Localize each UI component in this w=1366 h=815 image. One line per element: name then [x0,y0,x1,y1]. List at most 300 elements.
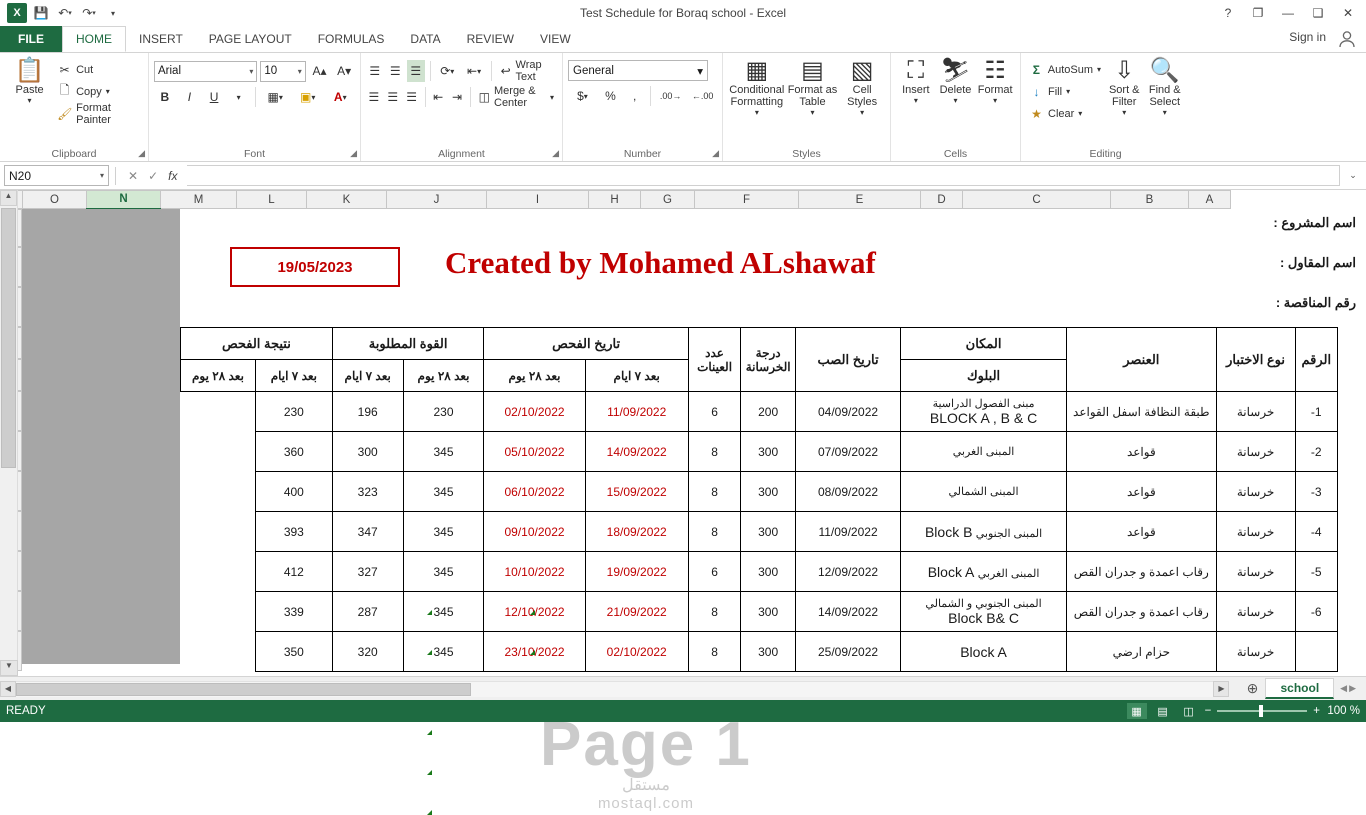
table-row[interactable] [181,632,1338,672]
insert-cells-button[interactable]: ⛶ Insert ▾ [902,57,930,105]
sheet-bar[interactable] [0,676,1366,700]
ribbon [0,52,1366,162]
ribbon-tab-bar[interactable] [0,26,1366,52]
align-center-button[interactable]: ☰ [387,90,399,104]
currency-icon: $ [577,89,584,103]
cell-number[interactable]: 3- [1295,472,1337,512]
scroll-up-button[interactable]: ▲ [0,190,17,206]
tab-data[interactable]: DATA [410,32,441,46]
delete-icon: ⛷ [940,57,971,84]
tab-home[interactable]: HOME [62,26,126,52]
sheet-nav-buttons[interactable] [1334,683,1362,694]
view-controls[interactable] [1127,703,1360,719]
group-label-styles: Styles [792,148,821,160]
undo-icon[interactable]: ↶ ▾ [58,6,72,20]
cell-grade[interactable]: 300 [741,512,796,552]
cell-number[interactable]: 4- [1295,512,1337,552]
comment-indicator [427,650,432,655]
cell-test-type[interactable]: خرسانة [1216,552,1295,592]
cell-result-28[interactable]: 350 [255,632,332,672]
increase-decimal-button[interactable]: .00→ [659,91,682,101]
align-left-button[interactable]: ☰ [368,90,380,104]
ribbon-group-editing [1020,53,1190,161]
table-row[interactable] [181,432,1338,472]
column-header-G[interactable]: G [641,191,695,209]
cell-grade[interactable]: 300 [741,472,796,512]
cell-test-date-7[interactable]: 18/09/2022 [585,512,688,552]
cell-location[interactable] [901,392,1067,432]
cell-required-28[interactable]: 345 [403,472,484,512]
cell-result-7[interactable]: 196 [332,392,403,432]
help-icon[interactable]: ? [1224,6,1232,20]
formula-bar [0,162,1366,190]
sort-filter-button[interactable]: ⇩ Sort & Filter ▾ [1108,57,1140,117]
cell-location-ar: المبنى الغربي [977,567,1040,580]
cell-location[interactable]: المبنى الغربي [901,432,1067,472]
label-contractor-name: اسم المقاول : [1279,255,1356,270]
paste-icon: 📋 [14,57,45,84]
orientation-button[interactable]: ⟳ ▾ [440,64,455,78]
cell-test-date-7[interactable]: 15/09/2022 [585,472,688,512]
account-icon[interactable] [1336,28,1358,50]
cell-location-en: Block B [924,523,973,540]
comment-indicator [530,610,535,615]
cell-pour-date[interactable]: 25/09/2022 [795,632,900,672]
cell-samples[interactable]: 6 [688,552,741,592]
cell-pour-date[interactable]: 12/09/2022 [795,552,900,592]
sort-filter-icon: ⇩ [1114,57,1135,84]
cell-samples[interactable]: 8 [688,592,741,632]
th-location: المكان [901,328,1067,360]
scroll-right-button[interactable]: ▶ [1213,681,1229,697]
cell-test-date-28[interactable]: 10/10/2022 [484,552,585,592]
cell-element[interactable]: رقاب اعمدة و جدران القص [1066,592,1216,632]
sheet-tab-list[interactable] [1265,678,1366,699]
zoom-out-button[interactable]: − [1204,705,1212,717]
comment-indicator [530,650,535,655]
test-results-table[interactable] [180,327,1338,672]
enter-formula-icon[interactable]: ✓ [148,168,159,183]
cancel-formula-icon[interactable]: ✕ [128,168,139,183]
zoom-level[interactable]: 100 % [1327,705,1360,717]
cell-styles-button[interactable]: ▧ Cell Styles ▾ [847,57,878,117]
formula-bar-buttons[interactable] [122,169,183,183]
th-test-date: تاريخ الفحص [484,328,688,360]
label-project-name: اسم المشروع : [1273,215,1356,230]
format-cells-button[interactable]: ☷ Format ▾ [977,57,1013,105]
cell-location-en: Block B& C [948,610,1019,626]
sheet-tab-school[interactable]: school [1265,678,1334,699]
customize-qat-icon[interactable]: ▾ [110,8,115,18]
cell-element[interactable]: قواعد [1066,472,1216,512]
copy-button[interactable]: 🗋 Copy ▾ [54,81,143,102]
comment-indicator [427,770,432,775]
cell-test-date-7[interactable]: 19/09/2022 [585,552,688,592]
tab-review[interactable]: REVIEW [466,32,514,46]
th-result-7: بعد ٧ ايام [255,360,332,392]
comment-indicator [427,730,432,735]
cell-location-ar: المبنى الجنوبي [975,527,1043,540]
column-header-I[interactable]: I [487,191,589,209]
sheet-row-1 [180,209,1360,247]
cell-test-date-7[interactable]: 02/10/2022 [585,632,688,672]
cell-result-7[interactable]: 323 [332,472,403,512]
number-format-combo[interactable]: General ▾ [568,60,708,81]
column-header-F[interactable]: F [695,191,799,209]
zoom-slider-thumb[interactable] [1259,705,1263,717]
page-layout-icon[interactable]: ▤ [1157,705,1168,718]
cell-result-7[interactable]: 300 [332,432,403,472]
align-right-button[interactable]: ☰ [406,90,417,104]
paste-button[interactable]: 📋 Paste ▾ [14,57,45,105]
orientation-icon: ⟳ [440,64,451,78]
ribbon-group-styles [722,53,890,161]
comma-format-button[interactable]: , [633,89,637,103]
cell-result-28[interactable]: 400 [255,472,332,512]
font-name-combo[interactable]: Arial ▾ [154,61,257,82]
scissors-icon: ✂ [59,62,70,77]
h-scroll-thumb[interactable] [16,683,471,696]
wrap-text-icon: ↩ [500,64,511,78]
column-header-N[interactable]: N [87,191,161,209]
cell-element[interactable]: قواعد [1066,432,1216,472]
cell-samples[interactable]: 8 [688,512,741,552]
conditional-formatting-button[interactable]: ▦ Conditional Formatting ▾ [729,57,785,117]
cell-required-28[interactable]: 230 [403,392,484,432]
first-sheet-icon[interactable]: ◀ [1340,683,1348,693]
label-tender-number: رقم المناقصة : [1275,295,1356,310]
cell-required-28[interactable]: 345 [403,552,484,592]
maximize-button[interactable]: ❑ [1312,6,1324,20]
cell-test-date-28[interactable]: 09/10/2022 [484,512,585,552]
cell-required-28[interactable]: 345 [403,632,484,672]
column-header-H[interactable]: H [589,191,641,209]
th-required-7: بعد ٧ ايام [332,360,403,392]
format-as-table-button[interactable]: ▤ Format as Table ▾ [787,57,838,117]
column-header-D[interactable]: D [921,191,963,209]
cell-test-date-28[interactable]: 23/10/2022 [484,632,585,672]
watermark [540,710,752,812]
status-mode: READY [6,705,46,717]
indent-right-button[interactable]: ⇥ [451,90,463,104]
sheet-content[interactable] [180,209,1360,672]
cell-location[interactable] [901,552,1067,592]
group-label-alignment: Alignment [438,148,485,160]
column-header-E[interactable]: E [799,191,921,209]
group-label-font: Font [243,148,265,160]
cell-number[interactable]: 1- [1295,392,1337,432]
clear-button[interactable]: ★ Clear ▾ [1026,103,1104,124]
ribbon-group-number [562,53,722,161]
created-by-banner: Created by Mohamed ALshawaf [445,245,876,280]
group-label-clipboard: Clipboard [51,148,97,160]
fill-color-icon: ▣ [300,90,312,104]
merge-cells-icon: ◫ [478,90,490,104]
column-header-M[interactable]: M [161,191,237,209]
decrease-decimal-button[interactable]: ←.00 [691,91,714,101]
watermark-site: mostaql.com [597,795,694,812]
cell-number[interactable] [1295,632,1337,672]
cell-location-ar: مبنى الفصول الدراسية [932,398,1035,410]
column-header-J[interactable]: J [387,191,487,209]
underline-dropdown-icon[interactable]: ▾ [236,92,241,102]
cell-test-date-7[interactable]: 14/09/2022 [585,432,688,472]
group-label-editing: Editing [1089,148,1122,160]
cell-test-date-7[interactable]: 11/09/2022 [585,392,688,432]
cell-test-date-7[interactable]: 21/09/2022 [585,592,688,632]
table-row[interactable] [181,592,1338,632]
cell-location-en: Block A [927,563,975,580]
cell-test-date-28[interactable]: 12/10/2022 [484,592,585,632]
alignment-dialog-launcher[interactable]: ◢ [552,148,559,158]
group-label-number: Number [623,148,662,160]
increase-font-size-button[interactable]: A▴ [312,64,327,78]
cell-grade[interactable]: 200 [741,392,796,432]
watermark-arabic: مستقل [622,777,670,794]
sheet-row-3 [180,287,1360,327]
ribbon-group-clipboard [0,53,148,161]
wrap-text-button[interactable]: ↩ Wrap Text [500,59,542,83]
table-row[interactable] [181,392,1338,432]
report-date-cell[interactable]: 19/05/2023 [230,247,400,287]
indent-left-button[interactable]: ⇤ [433,90,444,104]
cell-test-type[interactable]: خرسانة [1216,512,1295,552]
cell-grade[interactable]: 300 [741,432,796,472]
tab-page-layout[interactable]: PAGE LAYOUT [208,32,292,46]
column-header-A[interactable]: A [1189,191,1231,209]
table-row[interactable] [181,472,1338,512]
vertical-scroll-thumb[interactable] [1,208,16,468]
cell-grade[interactable]: 300 [741,592,796,632]
th-test-type: نوع الاختبار [1216,328,1295,392]
cell-pour-date[interactable]: 07/09/2022 [795,432,900,472]
align-bottom-button[interactable]: ☰ [407,60,425,82]
align-top-button[interactable]: ☰ [369,64,381,78]
font-size-combo[interactable]: 10 ▾ [260,61,305,82]
tab-view[interactable]: VIEW [539,32,571,46]
cell-test-type[interactable]: خرسانة [1216,632,1295,672]
formula-input[interactable] [187,165,1340,186]
underline-button[interactable]: U [209,90,219,104]
vertical-scrollbar[interactable] [0,190,18,676]
cell-grade[interactable]: 300 [741,552,796,592]
find-select-button[interactable]: 🔍 Find & Select ▾ [1148,57,1181,117]
cell-element[interactable]: طبقة النظافة اسفل القواعد [1066,392,1216,432]
copy-icon: 🗋 [59,83,70,97]
cell-test-type[interactable]: خرسانة [1216,472,1295,512]
delete-cells-button[interactable]: ⛷ Delete ▾ [939,57,972,105]
autosum-button[interactable]: Σ AutoSum ▾ [1026,59,1104,80]
cell-samples[interactable]: 8 [688,472,741,512]
format-painter-button[interactable]: 🖌 Format Painter [57,101,111,126]
h-scroll-track[interactable] [16,681,1213,697]
conditional-formatting-icon: ▦ [745,57,769,84]
table-row[interactable] [181,552,1338,592]
expand-formula-bar-icon[interactable]: ⌄ [1349,170,1357,180]
scroll-down-button[interactable]: ▼ [0,660,18,676]
cell-result-7[interactable]: 320 [332,632,403,672]
cell-location[interactable]: المبنى الشمالي [901,472,1067,512]
column-headers[interactable] [0,190,1231,210]
number-dialog-launcher[interactable]: ◢ [712,148,719,158]
non-print-area [22,209,180,664]
font-color-icon: A [333,90,343,104]
column-header-L[interactable]: L [237,191,307,209]
cell-number[interactable]: 5- [1295,552,1337,592]
th-concrete-grade: درجة الخرسانة [741,328,796,392]
save-icon[interactable]: 💾 [33,6,49,20]
normal-view-icon[interactable]: ▦ [1127,703,1147,719]
th-test-date-28: بعد ٢٨ يوم [484,360,585,392]
cell-required-28[interactable]: 345 [403,512,484,552]
cell-required-28[interactable]: 345 [403,592,484,632]
tab-insert[interactable]: INSERT [139,32,183,46]
column-header-O[interactable]: O [23,191,87,209]
th-required-28: بعد ٢٨ يوم [403,360,484,392]
cell-test-date-28[interactable]: 02/10/2022 [484,392,585,432]
cell-result-28[interactable]: 360 [255,432,332,472]
table-icon: ▤ [801,57,824,84]
cell-result-7[interactable]: 347 [332,512,403,552]
font-dialog-launcher[interactable]: ◢ [350,148,357,158]
cell-location-ar: المبنى الجنوبي و الشمالي [925,598,1042,610]
th-number: الرقم [1295,328,1337,392]
cell-samples[interactable]: 6 [688,392,741,432]
watermark-page: Page 1 [540,710,752,779]
cell-element[interactable]: رقاب اعمدة و جدران القص [1066,552,1216,592]
th-result: نتيجة الفحص [181,328,333,360]
cell-location-en: BLOCK A , B & C [929,410,1038,426]
excel-app-icon: X [6,3,28,23]
zoom-in-button[interactable]: + [1313,705,1320,717]
indent-decrease-icon: ⇤ [467,64,478,78]
cell-location[interactable]: Block A [901,632,1067,672]
fill-icon: ↓ [1033,84,1040,99]
merge-center-button[interactable]: ◫ Merge & Center ▾ [478,85,555,109]
redo-icon[interactable]: ↷ ▾ [82,6,96,20]
th-samples-count: عدد العينات [688,328,741,392]
accounting-format-button[interactable]: $ ▾ [577,89,588,103]
cell-test-type[interactable]: خرسانة [1216,592,1295,632]
cell-grade[interactable]: 300 [741,632,796,672]
cell-pour-date[interactable]: 14/09/2022 [795,592,900,632]
table-row[interactable] [181,512,1338,552]
cell-test-type[interactable]: خرسانة [1216,392,1295,432]
ribbon-group-font [148,53,360,161]
th-test-date-7: بعد ٧ ايام [585,360,688,392]
ribbon-group-alignment [360,53,562,161]
th-block: البلوك [901,360,1067,392]
eraser-icon: ★ [1031,106,1042,121]
sign-in-link[interactable]: Sign in [1289,30,1326,44]
quick-access-toolbar[interactable] [0,3,124,23]
clipboard-dialog-launcher[interactable]: ◢ [138,148,145,158]
cell-required-28[interactable]: 345 [403,432,484,472]
borders-button[interactable]: ▦ ▾ [267,90,283,104]
percent-format-button[interactable]: % [605,89,616,103]
window-title: Test Schedule for Boraq school - Excel [579,6,787,20]
cell-number[interactable]: 2- [1295,432,1337,472]
cell-element[interactable]: حزام ارضي [1066,632,1216,672]
comment-indicator [427,610,432,615]
cell-styles-icon: ▧ [850,57,874,84]
cell-location[interactable] [901,592,1067,632]
insert-function-icon[interactable]: fx [168,168,178,183]
status-bar [0,700,1366,722]
bold-button[interactable]: B [160,90,170,104]
th-element: العنصر [1066,328,1216,392]
format-icon: ☷ [984,57,1006,84]
cell-result-28[interactable]: 230 [255,392,332,432]
cell-samples[interactable]: 8 [688,432,741,472]
cell-pour-date[interactable]: 04/09/2022 [795,392,900,432]
cell-result-28[interactable]: 393 [255,512,332,552]
group-label-cells: Cells [943,148,968,160]
cell-test-type[interactable]: خرسانة [1216,432,1295,472]
cell-samples[interactable]: 8 [688,632,741,672]
cut-button[interactable]: ✂ Cut [54,59,143,80]
binoculars-icon: 🔍 [1149,57,1180,84]
th-pour-date: تاريخ الصب [795,328,900,392]
decrease-font-size-button[interactable]: A▾ [337,64,352,78]
scroll-left-button[interactable]: ◀ [0,681,16,697]
align-middle-button[interactable]: ☰ [389,64,401,78]
comment-indicator [427,810,432,815]
th-required-strength: القوة المطلوبة [332,328,484,360]
borders-icon: ▦ [267,90,279,104]
column-header-B[interactable]: B [1111,191,1189,209]
cell-test-date-28[interactable]: 05/10/2022 [484,432,585,472]
fill-button[interactable]: ↓ Fill ▾ [1026,81,1104,102]
next-sheet-icon[interactable]: ▶ [1349,683,1356,693]
cell-pour-date[interactable]: 08/09/2022 [795,472,900,512]
cell-result-28[interactable]: 339 [255,592,332,632]
ribbon-group-cells [890,53,1020,161]
horizontal-scrollbar[interactable] [0,681,1229,697]
close-button[interactable]: ✕ [1342,6,1354,20]
insert-icon: ⛶ [907,57,925,84]
column-header-C[interactable]: C [963,191,1111,209]
column-header-K[interactable]: K [307,191,387,209]
cell-pour-date[interactable]: 11/09/2022 [795,512,900,552]
italic-button[interactable]: I [187,90,192,104]
cell-result-28[interactable]: 412 [255,552,332,592]
minimize-button[interactable]: — [1282,6,1294,20]
cell-result-7[interactable]: 287 [332,592,403,632]
sigma-icon: Σ [1032,62,1040,77]
window-controls[interactable] [1214,0,1362,26]
cell-result-7[interactable]: 327 [332,552,403,592]
page-break-preview-icon[interactable]: ◫ [1183,705,1194,718]
sheet-row-2 [180,247,1360,287]
tab-file[interactable]: FILE [0,26,62,52]
tab-formulas[interactable]: FORMULAS [317,32,385,46]
zoom-control[interactable] [1205,705,1360,717]
ribbon-display-options-icon[interactable]: ❐ [1252,6,1264,20]
title-bar [0,0,1366,26]
fill-color-button[interactable]: ▣ ▾ [300,90,316,104]
decrease-indent-button[interactable]: ⇤ ▾ [467,64,482,78]
zoom-slider[interactable] [1217,710,1307,712]
paintbrush-icon: 🖌 [57,106,73,121]
cell-element[interactable]: قواعد [1066,512,1216,552]
name-box[interactable]: N20 ▾ [4,165,109,186]
cell-number[interactable]: 6- [1295,592,1337,632]
new-sheet-button[interactable]: ⊕ [1246,680,1259,696]
cell-test-date-28[interactable]: 06/10/2022 [484,472,585,512]
cell-location[interactable] [901,512,1067,552]
font-color-button[interactable]: A ▾ [333,90,347,104]
